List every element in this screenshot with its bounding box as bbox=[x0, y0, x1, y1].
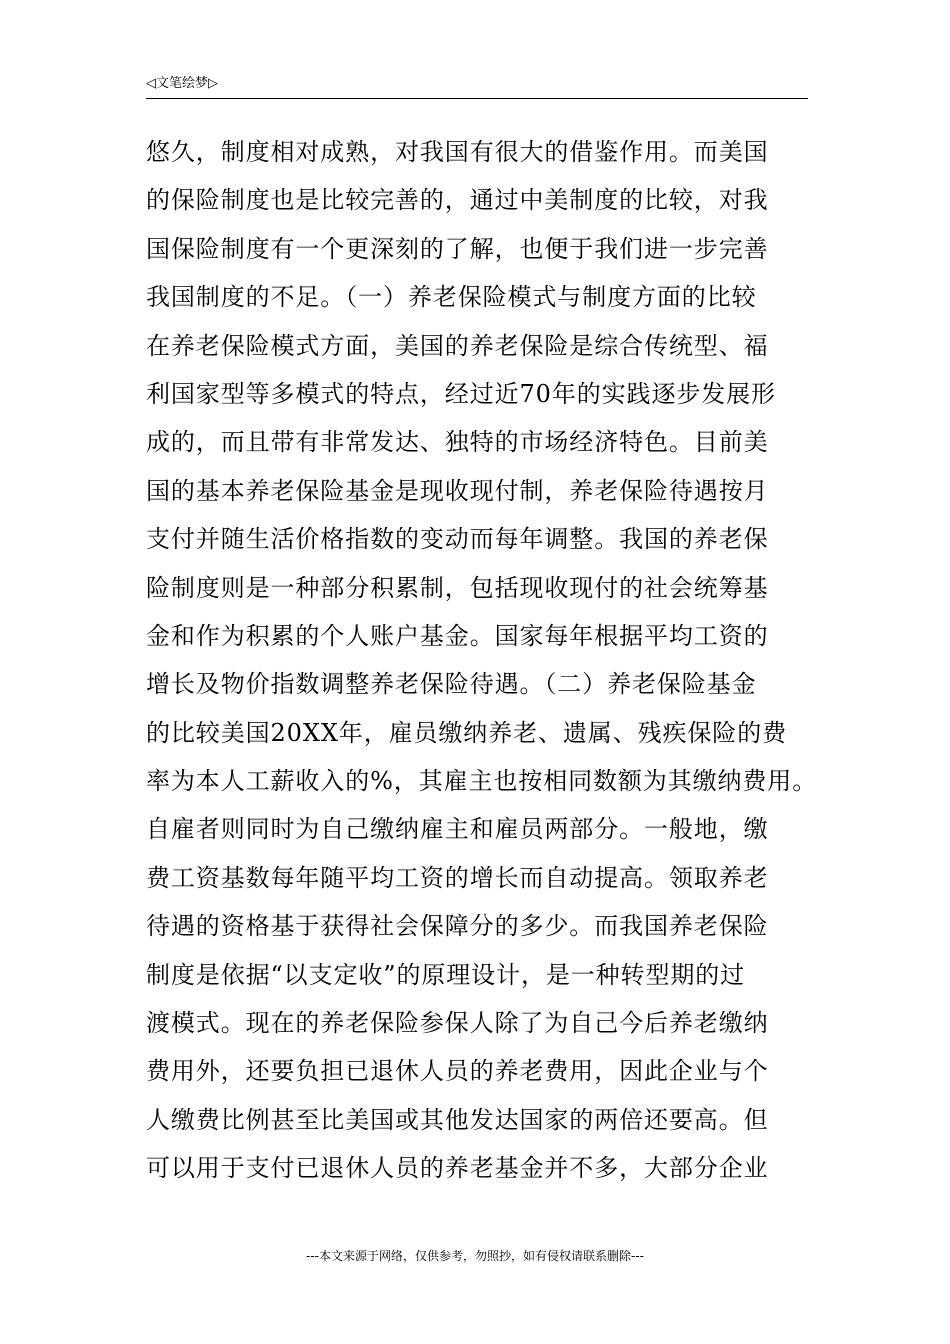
body-line: 在养老保险模式方面，美国的养老保险是综合传统型、福 bbox=[146, 331, 769, 360]
header-divider bbox=[146, 98, 808, 99]
body-line: 金和作为积累的个人账户基金。国家每年根据平均工资的 bbox=[146, 621, 769, 650]
body-line: 增长及物价指数调整养老保险待遇。（二）养老保险基金 bbox=[146, 670, 757, 699]
header-brand: ◁文笔绘梦▷ bbox=[146, 76, 218, 91]
body-line: 国的基本养老保险基金是现收现付制，养老保险待遇按月 bbox=[146, 476, 769, 505]
body-line: 国保险制度有一个更深刻的了解，也便于我们进一步完善 bbox=[146, 234, 769, 263]
body-line: 待遇的资格基于获得社会保障分的多少。而我国养老保险 bbox=[146, 912, 769, 941]
body-line: 渡模式。现在的养老保险参保人除了为自己今后养老缴纳 bbox=[146, 1009, 769, 1038]
body-line: 成的，而且带有非常发达、独特的市场经济特色。目前美 bbox=[146, 428, 769, 457]
body-line: 的比较美国20XX年，雇员缴纳养老、遗属、残疾保险的费 bbox=[146, 718, 788, 747]
body-line: 的保险制度也是比较完善的，通过中美制度的比较，对我 bbox=[146, 186, 769, 215]
page-header bbox=[146, 70, 808, 96]
body-line: 我国制度的不足。（一）养老保险模式与制度方面的比较 bbox=[146, 283, 757, 312]
body-line: 悠久，制度相对成熟，对我国有很大的借鉴作用。而美国 bbox=[146, 138, 769, 166]
document-body bbox=[146, 128, 816, 1193]
body-line: 支付并随生活价格指数的变动而每年调整。我国的养老保 bbox=[146, 525, 769, 554]
body-line: 可以用于支付已退休人员的养老基金并不多，大部分企业 bbox=[146, 1154, 769, 1183]
body-line: 率为本人工薪收入的%，其雇主也按相同数额为其缴纳费用。 bbox=[146, 767, 818, 796]
body-line: 险制度则是一种部分积累制，包括现收现付的社会统筹基 bbox=[146, 573, 769, 602]
body-line: 制度是依据“以支定收”的原理设计，是一种转型期的过 bbox=[146, 960, 746, 989]
body-line: 利国家型等多模式的特点，经过近70年的实践逐步发展形 bbox=[146, 379, 776, 408]
body-line: 自雇者则同时为自己缴纳雇主和雇员两部分。一般地，缴 bbox=[146, 815, 769, 844]
body-line: 人缴费比例甚至比美国或其他发达国家的两倍还要高。但 bbox=[146, 1105, 769, 1134]
body-line: 费用外，还要负担已退休人员的养老费用，因此企业与个 bbox=[146, 1057, 769, 1086]
page-footer: ---本文来源于网络，仅供参考，勿照抄，如有侵权请联系删除--- bbox=[306, 1249, 644, 1263]
body-line: 费工资基数每年随平均工资的增长而自动提高。领取养老 bbox=[146, 863, 769, 892]
